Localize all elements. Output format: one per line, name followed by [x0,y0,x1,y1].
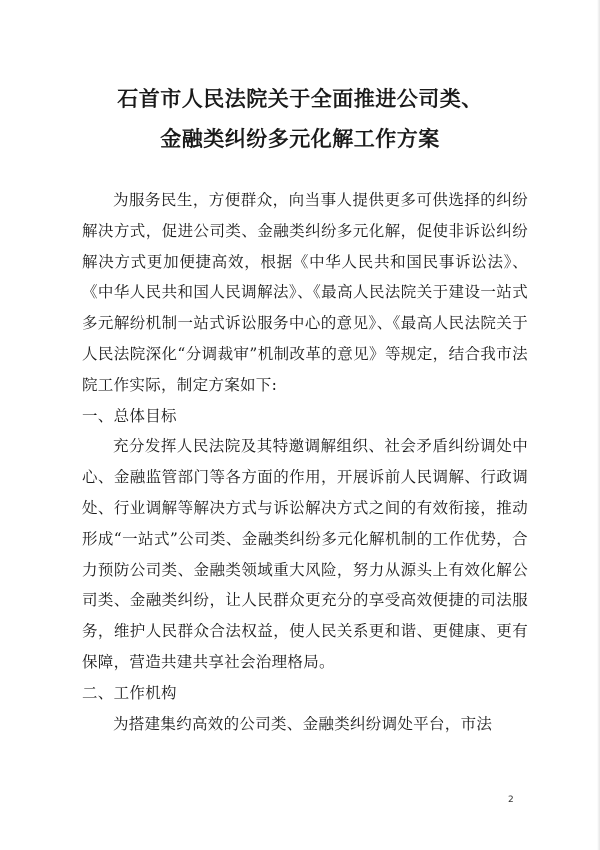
intro-paragraph: 为服务民生，方便群众，向当事人提供更多可供选择的纠纷解决方式，促进公司类、金融类纠纷多元化解，促使非诉讼纠纷解决方式更加便捷高效，根据《中华人民共和国民事诉讼法》、《中华人民共和国人民调解法》、《最高人民法院关于建设一站式多元解纷机制一站式诉讼服务中心的意见》、《最高人民法院关于人民法院深化“分调裁审”机制改革的意见》等规定，结合我市法院工作实际，制定方案如下: [82,191,528,394]
document-title-line-1: 石首市人民法院关于全面推进公司类、 [117,86,483,111]
section-2-paragraph: 为搭建集约高效的公司类、金融类纠纷调处平台，市法 [113,714,493,733]
section-2-heading: 二、工作机构 [82,683,177,702]
section-1-paragraph: 充分发挥人民法院及其特邀调解组织、社会矛盾纠纷调处中心、金融监管部门等各方面的作用，开展诉前人民调解、行政调处、行业调解等解决方式与诉讼解决方式之间的有效衔接，推动形成“一站式”公司类、金融类纠纷多元化解机制的工作优势，合力预防公司类、金融类领域重大风险，努力从源头上有效化解公司类、金融类纠纷，让人民群众更充分的享受高效便捷的司法服务，维护人民群众合法权益，使人民关系更和谐、更健康、更有保障，营造共建共享社会治理格局。 [82,437,528,671]
document-body [82,185,528,739]
section-1-heading: 一、总体目标 [82,406,177,425]
page-number: 2 [508,795,514,805]
document-title-line-2: 金融类纠纷多元化解工作方案 [160,126,440,151]
